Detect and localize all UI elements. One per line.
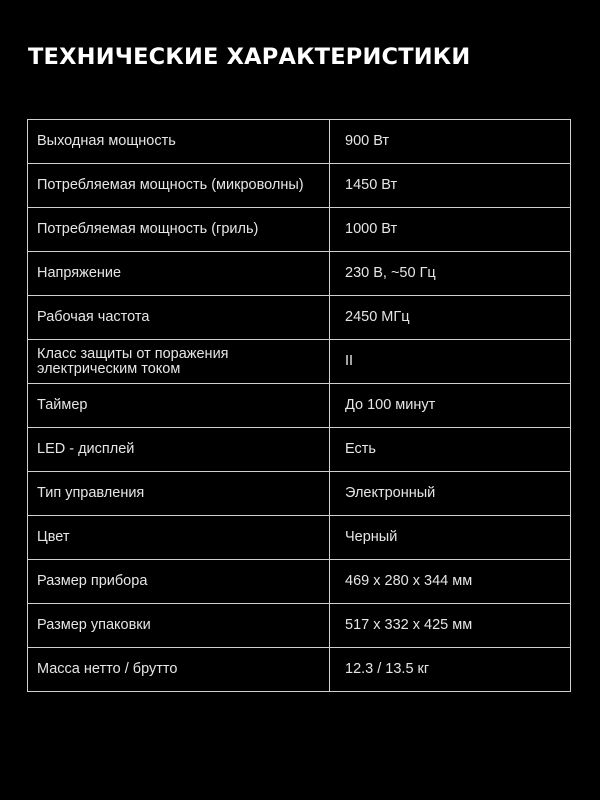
spec-value: Электронный <box>330 472 571 516</box>
table-row <box>28 384 571 428</box>
table-row <box>28 208 571 252</box>
spec-label: Размер прибора <box>28 560 330 604</box>
spec-label: Тип управления <box>28 472 330 516</box>
spec-value: 1450 Вт <box>330 164 571 208</box>
table-row <box>28 604 571 648</box>
spec-table <box>27 119 571 692</box>
spec-label: Класс защиты от поражения электрическим током <box>28 340 330 384</box>
spec-label: Размер упаковки <box>28 604 330 648</box>
table-row <box>28 428 571 472</box>
spec-value: 469 x 280 x 344 мм <box>330 560 571 604</box>
spec-label: Масса нетто / брутто <box>28 648 330 692</box>
spec-label: Напряжение <box>28 252 330 296</box>
spec-value: 2450 МГц <box>330 296 571 340</box>
spec-value: 12.3 / 13.5 кг <box>330 648 571 692</box>
table-row <box>28 472 571 516</box>
spec-label: Выходная мощность <box>28 120 330 164</box>
table-row <box>28 648 571 692</box>
spec-label: LED - дисплей <box>28 428 330 472</box>
spec-label: Потребляемая мощность (микроволны) <box>28 164 330 208</box>
spec-value: II <box>330 340 571 384</box>
spec-value: До 100 минут <box>330 384 571 428</box>
spec-label: Цвет <box>28 516 330 560</box>
spec-value: Есть <box>330 428 571 472</box>
spec-value: 1000 Вт <box>330 208 571 252</box>
table-row <box>28 560 571 604</box>
table-row <box>28 120 571 164</box>
table-row <box>28 340 571 384</box>
spec-value: 230 В, ~50 Гц <box>330 252 571 296</box>
spec-label: Таймер <box>28 384 330 428</box>
spec-label: Потребляемая мощность (гриль) <box>28 208 330 252</box>
table-row <box>28 164 571 208</box>
table-row <box>28 516 571 560</box>
spec-label: Рабочая частота <box>28 296 330 340</box>
spec-value: 517 x 332 x 425 мм <box>330 604 571 648</box>
spec-value: 900 Вт <box>330 120 571 164</box>
spec-value: Черный <box>330 516 571 560</box>
table-row <box>28 252 571 296</box>
table-row <box>28 296 571 340</box>
page-title: ТЕХНИЧЕСКИЕ ХАРАКТЕРИСТИКИ <box>28 44 471 70</box>
